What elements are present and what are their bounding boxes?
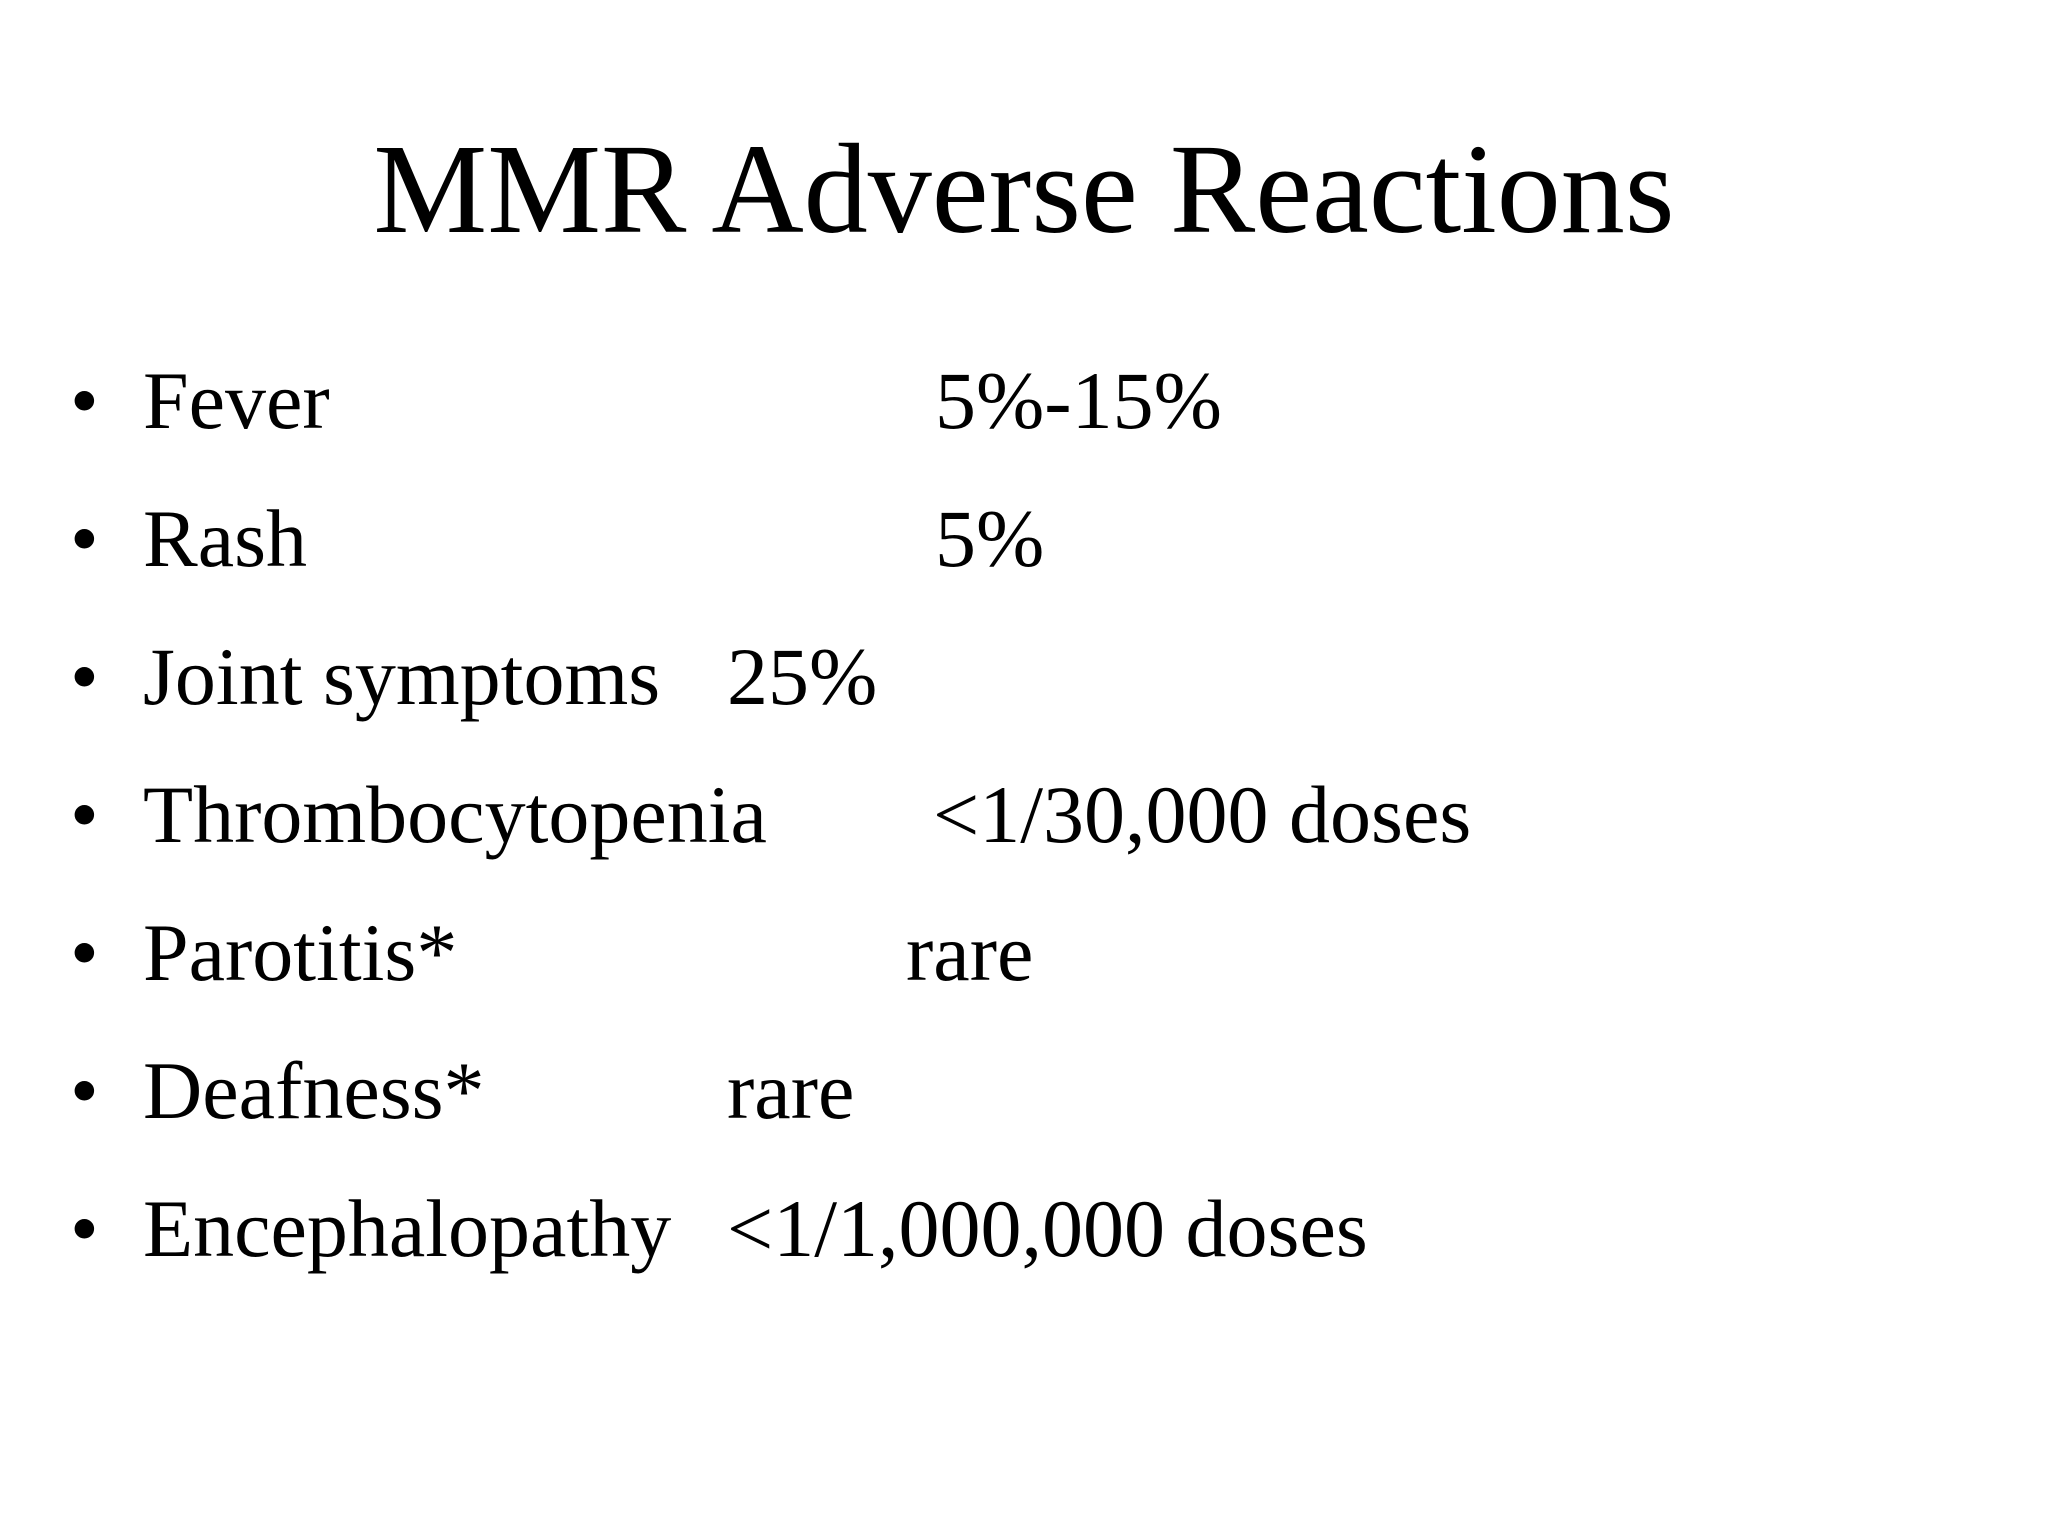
slide-title: MMR Adverse Reactions [373, 118, 1675, 260]
reaction-rate: <1/1,000,000 doses [727, 1183, 1368, 1274]
reaction-label: Deafness* [143, 1045, 485, 1136]
reaction-label: Joint symptoms [143, 631, 661, 722]
reaction-rate: <1/30,000 doses [933, 769, 1472, 860]
list-item [0, 489, 2048, 589]
reaction-label: Thrombocytopenia [143, 769, 767, 860]
bullet-icon: • [70, 355, 99, 446]
bullet-icon: • [70, 769, 99, 860]
list-item [0, 1041, 2048, 1141]
reaction-rate: rare [727, 1045, 855, 1136]
bullet-icon: • [70, 1045, 99, 1136]
reaction-rate: rare [906, 907, 1034, 998]
reaction-rate: 25% [727, 631, 878, 722]
list-item [0, 351, 2048, 451]
list-item [0, 1179, 2048, 1279]
reaction-rate: 5%-15% [935, 355, 1222, 446]
list-item [0, 903, 2048, 1003]
reaction-rate: 5% [935, 493, 1045, 584]
bullet-icon: • [70, 631, 99, 722]
bullet-icon: • [70, 907, 99, 998]
reaction-label: Encephalopathy [143, 1183, 672, 1274]
bullet-icon: • [70, 1183, 99, 1274]
list-item [0, 627, 2048, 727]
list-item [0, 765, 2048, 865]
reaction-label: Rash [143, 493, 307, 584]
bullet-icon: • [70, 493, 99, 584]
reaction-label: Fever [143, 355, 330, 446]
reaction-label: Parotitis* [143, 907, 458, 998]
